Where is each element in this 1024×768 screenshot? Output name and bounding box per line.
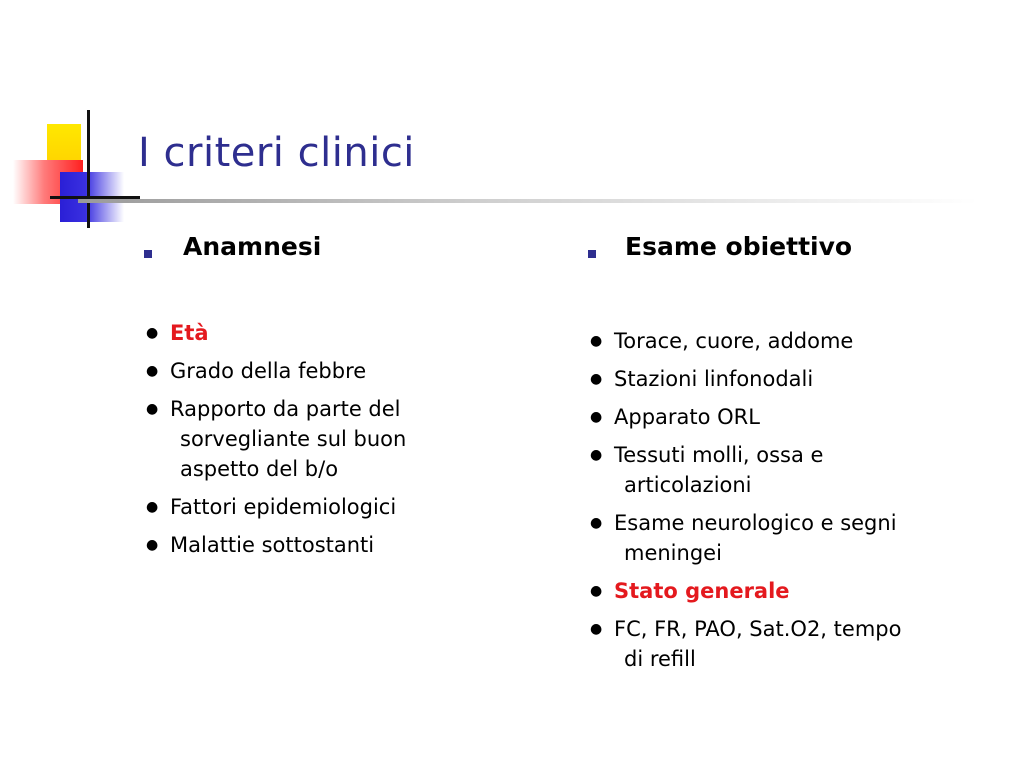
list-item: [588, 508, 988, 568]
list-item-text: Torace, cuore, addome: [614, 329, 854, 353]
list-item-text: FC, FR, PAO, Sat.O2, tempo: [614, 617, 902, 641]
list-item: [588, 576, 988, 606]
list-item-text: di refill: [624, 647, 696, 671]
list-item-text: Età: [170, 321, 209, 345]
list-item-text: Esame neurologico e segni: [614, 511, 897, 535]
list-item-text: Tessuti molli, ossa e: [614, 443, 824, 467]
round-bullet-icon: ●: [590, 447, 603, 463]
list-item: [588, 364, 988, 394]
anamnesi-column: [144, 228, 544, 557]
title-underline-rule: [78, 199, 978, 203]
list-item: [144, 318, 484, 348]
list-item-text: Stato generale: [614, 579, 790, 603]
round-bullet-icon: ●: [590, 583, 603, 599]
round-bullet-icon: ●: [146, 363, 159, 379]
square-bullet-icon: [588, 250, 596, 258]
list-item: [588, 614, 988, 674]
list-item-text: articolazioni: [624, 473, 752, 497]
logo-yellow-square: [47, 124, 81, 164]
round-bullet-icon: ●: [590, 621, 603, 637]
esame-obiettivo-column: [588, 228, 988, 671]
list-item-text: Stazioni linfonodali: [614, 367, 814, 391]
round-bullet-icon: ●: [146, 499, 159, 515]
list-item-text: Grado della febbre: [170, 359, 367, 383]
list-item-text: Rapporto da parte del: [170, 397, 401, 421]
list-item-text: Fattori epidemiologici: [170, 495, 397, 519]
list-item: [588, 440, 988, 500]
esame-obiettivo-heading-label: Esame obiettivo: [625, 232, 853, 261]
square-bullet-icon: [144, 250, 152, 258]
anamnesi-heading: [144, 228, 544, 268]
list-item: [144, 356, 484, 386]
round-bullet-icon: ●: [590, 515, 603, 531]
list-item: [588, 326, 988, 356]
list-item-text: aspetto del b/o: [180, 457, 339, 481]
esame-obiettivo-heading: [588, 228, 988, 268]
list-item-text: Apparato ORL: [614, 405, 760, 429]
round-bullet-icon: ●: [146, 325, 159, 341]
slide-title: I criteri clinici: [138, 130, 415, 176]
round-bullet-icon: ●: [590, 333, 603, 349]
anamnesi-heading-label: Anamnesi: [183, 232, 322, 261]
list-item: [144, 492, 484, 522]
round-bullet-icon: ●: [590, 409, 603, 425]
round-bullet-icon: ●: [590, 371, 603, 387]
round-bullet-icon: ●: [146, 537, 159, 553]
list-item-text: meningei: [624, 541, 722, 565]
list-item: [144, 394, 484, 484]
list-item-text: sorvegliante sul buon: [180, 427, 407, 451]
list-item: [144, 530, 484, 560]
anamnesi-list: [144, 318, 484, 568]
list-item-text: Malattie sottostanti: [170, 533, 375, 557]
esame-obiettivo-list: [588, 326, 988, 682]
round-bullet-icon: ●: [146, 401, 159, 417]
list-item: [588, 402, 988, 432]
logo-vertical-line: [87, 110, 90, 228]
